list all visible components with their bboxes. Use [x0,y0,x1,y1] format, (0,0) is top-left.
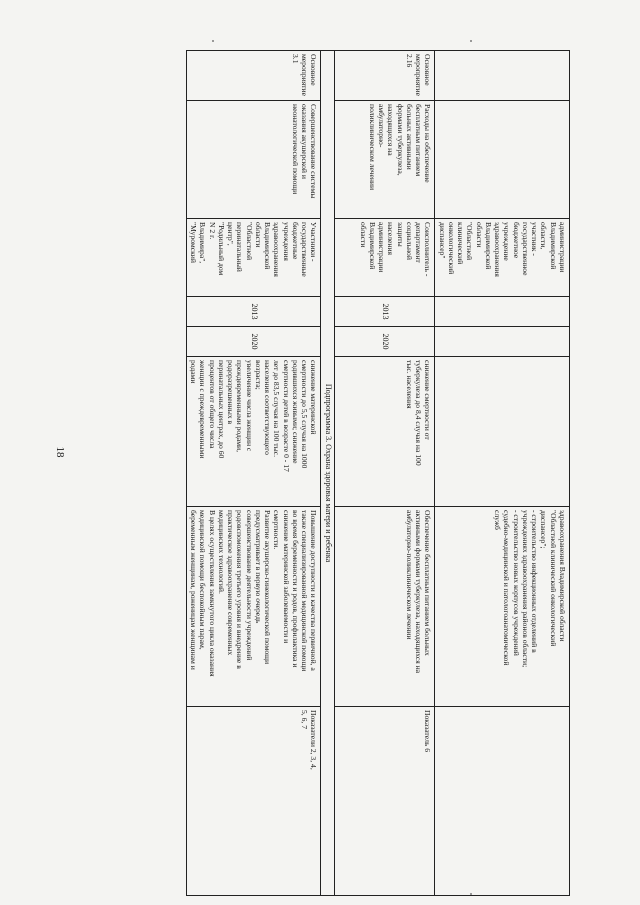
end-year: 2020 [187,327,322,357]
measure-name: Расходы на обеспечение бесплатным питанием больных активными формами туберкулеза, находящихся на амбулаторно- поликлиническом лечении [335,101,435,219]
table-row [187,51,322,896]
measure-description: Повышение доступности и качества первичной, а также специализированной медицинской помощи во время беременности и родов, профилактика и снижение материнской заболеваемости и смертности. Развитие акушерско-гинекологической помощи предусматривает в первую очередь совершенствование деятельности учреждений родовспоможения третьего уровня и внедрение в практическое здравоохранение современных медицинских технологий. В целях осуществления замкнутого цикла оказания медицинской помощи беспокойным парам, беременным женщинам, роженицам женщинам и [187,507,322,707]
scan-speck [212,40,214,42]
indicators: Показатели 2, 3, 4, 5, 6, 7 [187,707,322,896]
measure-code: Основное мероприятие 2.16 [335,51,435,101]
measure-description: здравоохранения Владимирской области "Областной клинический онкологический диспансер"; - строительство инфекционных отделений в учреждениях здравоохранения районов области; - строительство новых корпусов учреждений судебно-медицинской и патологоанатомической служб [435,507,570,707]
start-year: 2013 [335,297,435,327]
page-number: 18 [54,446,66,458]
measure-executor: администрации Владимирской области, участник - государственное бюджетное учреждение здравоохранения Владимирской области "Областной клинический онкологический диспансер" [435,219,570,297]
subprogram-row [321,51,335,896]
scan-speck [470,893,472,895]
subprogram-title: Подпрограмма 3. Охрана здоровья матери и ребенка [321,51,335,896]
measure-name [435,101,570,219]
table-row [335,51,435,896]
measure-executor: Соисполнитель - департамент социальной защиты населения администрации Владимирской области [335,219,435,297]
indicators: Показатель 6 [335,707,435,896]
start-year: 2013 [187,297,322,327]
measure-name: Совершенствование системы оказания акушерской и неонатологической помощи [187,101,322,219]
expected-result [435,357,570,507]
program-measures-table [186,50,570,896]
rotated-page-table [189,50,570,895]
end-year [435,327,570,357]
indicators [435,707,570,896]
end-year: 2020 [335,327,435,357]
expected-result: снижение материнской смертности до 5,5 случая на 1000 родившихся живыми; снижение смертности детей в возрасте 0 - 17 лет до 83,5 случая на 100 тыс. населения соответствующего возраста; увеличение числа женщин с преждевременными родами, родоразрешенных в перинатальных центрах, до 60 процентов от общего числа женщин с преждевременными родами [187,357,322,507]
expected-result: снижение смертности от туберкулеза до 8,4 случая на 100 тыс. населения [335,357,435,507]
measure-executor: Участники - государственные бюджетные учреждения здравоохранения Владимирской области "Областной перинатальный центр", "Родильный дом N 2 г. Владимира", "Муромский [187,219,322,297]
scan-speck [470,40,472,42]
start-year [435,297,570,327]
measure-code [435,51,570,101]
table-row [435,51,570,896]
measure-code: Основное мероприятие 3.1 [187,51,322,101]
measure-description: Обеспечение бесплатным питанием больных активными формами туберкулеза, находящихся на амбулаторно-поликлиническом лечении [335,507,435,707]
